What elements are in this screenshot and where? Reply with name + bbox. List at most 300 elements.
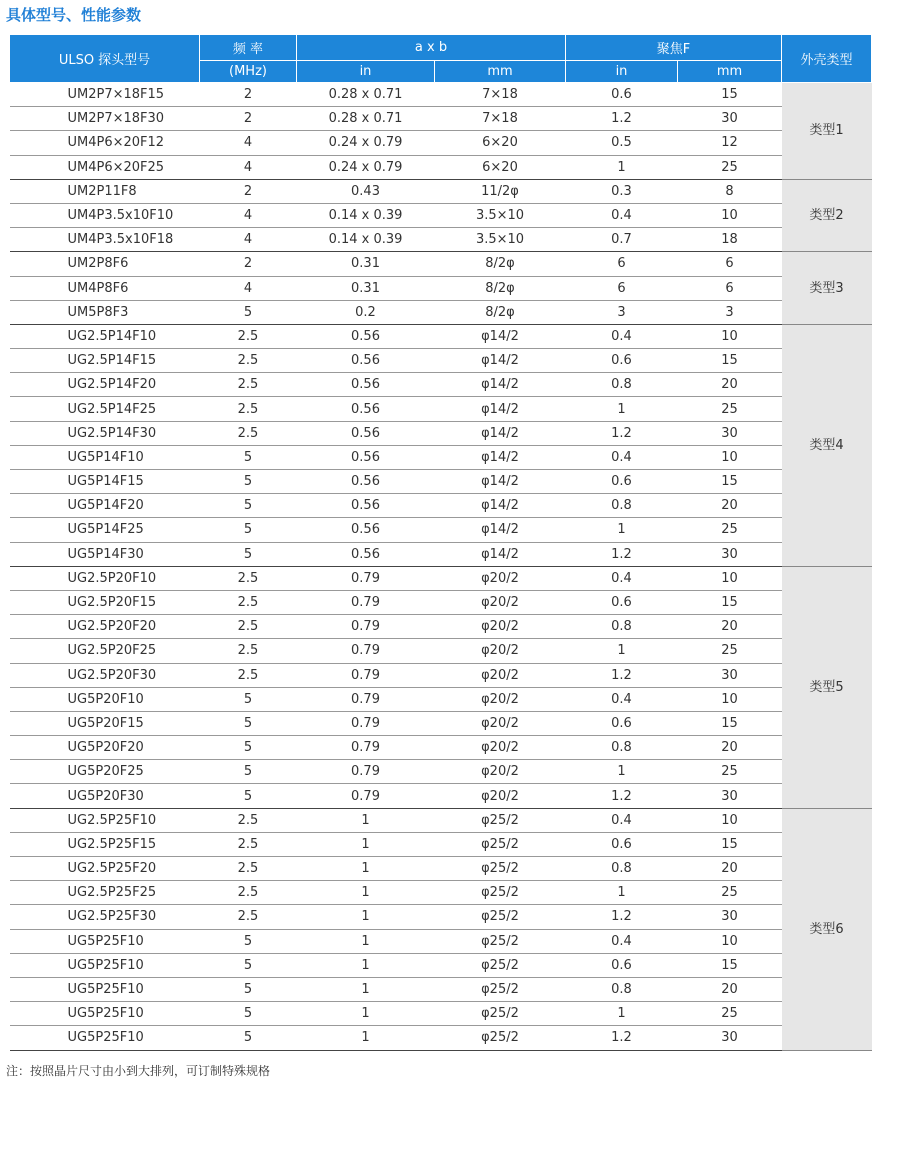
cell-focus-mm: 20: [678, 615, 782, 639]
table-row: [10, 808, 872, 832]
cell-model: UG2.5P25F10: [10, 808, 200, 832]
cell-axb-in: 0.56: [297, 421, 435, 445]
cell-axb-mm: φ20/2: [435, 590, 566, 614]
cell-focus-mm: 30: [678, 107, 782, 131]
cell-axb-in: 0.14 x 0.39: [297, 228, 435, 252]
cell-model: UG2.5P14F20: [10, 373, 200, 397]
cell-axb-mm: φ25/2: [435, 905, 566, 929]
header-freq: 频 率: [200, 35, 297, 61]
cell-frequency: 5: [200, 542, 297, 566]
table-row: [10, 881, 872, 905]
table-row: [10, 349, 872, 373]
cell-shell-type: 类型6: [782, 808, 872, 1050]
cell-focus-in: 0.4: [566, 808, 678, 832]
cell-axb-in: 1: [297, 905, 435, 929]
cell-frequency: 2.5: [200, 397, 297, 421]
cell-focus-mm: 30: [678, 542, 782, 566]
cell-frequency: 2.5: [200, 881, 297, 905]
cell-axb-mm: φ20/2: [435, 566, 566, 590]
cell-model: UG2.5P25F30: [10, 905, 200, 929]
cell-model: UM2P11F8: [10, 179, 200, 203]
cell-frequency: 5: [200, 494, 297, 518]
cell-focus-in: 0.8: [566, 857, 678, 881]
cell-frequency: 2.5: [200, 324, 297, 348]
header-model: ULSO 探头型号: [10, 35, 200, 83]
cell-model: UG5P14F15: [10, 470, 200, 494]
cell-model: UG2.5P25F15: [10, 832, 200, 856]
cell-frequency: 5: [200, 736, 297, 760]
cell-model: UG2.5P14F15: [10, 349, 200, 373]
cell-focus-in: 0.6: [566, 349, 678, 373]
cell-axb-in: 1: [297, 929, 435, 953]
cell-focus-mm: 25: [678, 881, 782, 905]
cell-axb-in: 0.79: [297, 590, 435, 614]
cell-focus-mm: 10: [678, 808, 782, 832]
table-row: [10, 687, 872, 711]
cell-focus-in: 1: [566, 639, 678, 663]
cell-focus-in: 0.6: [566, 711, 678, 735]
cell-frequency: 2.5: [200, 373, 297, 397]
cell-axb-mm: φ25/2: [435, 977, 566, 1001]
cell-axb-in: 1: [297, 977, 435, 1001]
cell-axb-in: 0.28 x 0.71: [297, 83, 435, 107]
cell-shell-type: 类型5: [782, 566, 872, 808]
cell-axb-in: 0.56: [297, 349, 435, 373]
cell-axb-in: 0.56: [297, 542, 435, 566]
cell-axb-in: 0.79: [297, 639, 435, 663]
cell-frequency: 4: [200, 228, 297, 252]
cell-model: UG2.5P14F30: [10, 421, 200, 445]
cell-focus-in: 0.8: [566, 494, 678, 518]
cell-axb-mm: φ25/2: [435, 1002, 566, 1026]
cell-frequency: 2.5: [200, 349, 297, 373]
cell-frequency: 4: [200, 131, 297, 155]
table-row: [10, 929, 872, 953]
cell-axb-in: 0.56: [297, 470, 435, 494]
cell-model: UM4P6×20F12: [10, 131, 200, 155]
cell-model: UG2.5P20F10: [10, 566, 200, 590]
cell-frequency: 2.5: [200, 905, 297, 929]
cell-focus-mm: 10: [678, 566, 782, 590]
cell-axb-in: 0.79: [297, 566, 435, 590]
cell-focus-mm: 25: [678, 760, 782, 784]
cell-model: UG5P20F10: [10, 687, 200, 711]
cell-focus-mm: 30: [678, 421, 782, 445]
cell-model: UG2.5P20F20: [10, 615, 200, 639]
cell-model: UG2.5P14F25: [10, 397, 200, 421]
cell-focus-in: 0.8: [566, 373, 678, 397]
cell-frequency: 4: [200, 155, 297, 179]
cell-focus-in: 0.4: [566, 445, 678, 469]
cell-focus-mm: 6: [678, 252, 782, 276]
cell-axb-mm: φ14/2: [435, 542, 566, 566]
cell-axb-mm: φ14/2: [435, 445, 566, 469]
cell-focus-mm: 3: [678, 300, 782, 324]
table-row: [10, 711, 872, 735]
cell-focus-mm: 15: [678, 470, 782, 494]
cell-model: UG5P20F25: [10, 760, 200, 784]
cell-frequency: 2.5: [200, 663, 297, 687]
cell-axb-in: 0.79: [297, 711, 435, 735]
cell-axb-mm: 3.5×10: [435, 203, 566, 227]
cell-focus-in: 1.2: [566, 784, 678, 808]
table-row: [10, 421, 872, 445]
cell-focus-in: 1.2: [566, 1026, 678, 1050]
table-row: [10, 83, 872, 107]
cell-shell-type: 类型1: [782, 83, 872, 180]
cell-axb-in: 0.56: [297, 518, 435, 542]
cell-axb-mm: φ25/2: [435, 808, 566, 832]
cell-frequency: 2.5: [200, 421, 297, 445]
table-row: [10, 228, 872, 252]
table-row: [10, 300, 872, 324]
cell-model: UG5P14F25: [10, 518, 200, 542]
table-row: [10, 252, 872, 276]
table-row: [10, 445, 872, 469]
cell-model: UG5P25F10: [10, 1026, 200, 1050]
cell-axb-in: 1: [297, 1026, 435, 1050]
cell-frequency: 2.5: [200, 808, 297, 832]
cell-focus-in: 1.2: [566, 107, 678, 131]
cell-axb-in: 0.14 x 0.39: [297, 203, 435, 227]
cell-focus-mm: 10: [678, 445, 782, 469]
table-row: [10, 977, 872, 1001]
cell-frequency: 5: [200, 760, 297, 784]
table-row: [10, 518, 872, 542]
table-header: [10, 35, 872, 83]
cell-axb-mm: 11/2φ: [435, 179, 566, 203]
cell-axb-mm: φ14/2: [435, 324, 566, 348]
cell-focus-mm: 15: [678, 953, 782, 977]
cell-focus-mm: 20: [678, 373, 782, 397]
table-row: [10, 1026, 872, 1050]
cell-model: UM2P8F6: [10, 252, 200, 276]
cell-axb-mm: φ20/2: [435, 615, 566, 639]
cell-frequency: 2.5: [200, 639, 297, 663]
cell-focus-mm: 20: [678, 736, 782, 760]
table-row: [10, 107, 872, 131]
cell-focus-in: 1: [566, 760, 678, 784]
cell-axb-in: 0.28 x 0.71: [297, 107, 435, 131]
cell-axb-mm: φ20/2: [435, 663, 566, 687]
cell-axb-in: 0.24 x 0.79: [297, 155, 435, 179]
cell-frequency: 2.5: [200, 857, 297, 881]
cell-frequency: 5: [200, 711, 297, 735]
cell-focus-in: 1: [566, 881, 678, 905]
cell-model: UG2.5P20F25: [10, 639, 200, 663]
cell-axb-mm: 8/2φ: [435, 276, 566, 300]
table-row: [10, 832, 872, 856]
cell-frequency: 2: [200, 179, 297, 203]
cell-frequency: 5: [200, 1026, 297, 1050]
cell-axb-mm: 7×18: [435, 107, 566, 131]
cell-axb-in: 0.43: [297, 179, 435, 203]
cell-focus-mm: 25: [678, 639, 782, 663]
cell-focus-mm: 30: [678, 1026, 782, 1050]
cell-model: UM2P7×18F30: [10, 107, 200, 131]
cell-frequency: 5: [200, 518, 297, 542]
table-row: [10, 155, 872, 179]
table-row: [10, 276, 872, 300]
header-shell: 外壳类型: [782, 35, 872, 83]
cell-focus-in: 1.2: [566, 905, 678, 929]
cell-axb-mm: 3.5×10: [435, 228, 566, 252]
footnote: 注：按照晶片尺寸由小到大排列，可订制特殊规格: [6, 1064, 271, 1078]
page-title: 具体型号、性能参数: [6, 6, 142, 24]
cell-focus-in: 1: [566, 397, 678, 421]
cell-focus-mm: 15: [678, 83, 782, 107]
cell-axb-mm: 8/2φ: [435, 252, 566, 276]
table-row: [10, 590, 872, 614]
cell-axb-in: 0.79: [297, 687, 435, 711]
cell-axb-in: 1: [297, 857, 435, 881]
cell-focus-in: 0.4: [566, 566, 678, 590]
cell-axb-in: 0.56: [297, 373, 435, 397]
cell-axb-mm: φ14/2: [435, 397, 566, 421]
cell-model: UM4P3.5x10F18: [10, 228, 200, 252]
cell-axb-mm: φ20/2: [435, 687, 566, 711]
table-row: [10, 784, 872, 808]
cell-model: UG5P25F10: [10, 929, 200, 953]
header-focus-in: in: [566, 61, 678, 83]
cell-focus-in: 1: [566, 518, 678, 542]
cell-focus-mm: 30: [678, 663, 782, 687]
cell-axb-mm: φ20/2: [435, 760, 566, 784]
cell-focus-mm: 25: [678, 155, 782, 179]
table-row: [10, 494, 872, 518]
cell-model: UG5P20F20: [10, 736, 200, 760]
cell-frequency: 2: [200, 252, 297, 276]
header-focus-mm: mm: [678, 61, 782, 83]
cell-focus-mm: 25: [678, 1002, 782, 1026]
cell-axb-mm: φ25/2: [435, 881, 566, 905]
cell-axb-in: 0.79: [297, 615, 435, 639]
table-row: [10, 736, 872, 760]
cell-frequency: 2.5: [200, 590, 297, 614]
cell-model: UG2.5P25F20: [10, 857, 200, 881]
cell-axb-mm: 6×20: [435, 155, 566, 179]
cell-model: UG5P14F10: [10, 445, 200, 469]
cell-frequency: 4: [200, 276, 297, 300]
cell-shell-type: 类型2: [782, 179, 872, 252]
cell-focus-mm: 15: [678, 590, 782, 614]
cell-focus-mm: 10: [678, 687, 782, 711]
cell-focus-in: 1.2: [566, 421, 678, 445]
cell-focus-mm: 30: [678, 905, 782, 929]
cell-axb-in: 0.24 x 0.79: [297, 131, 435, 155]
cell-focus-in: 0.6: [566, 590, 678, 614]
cell-focus-in: 6: [566, 252, 678, 276]
cell-axb-mm: φ20/2: [435, 736, 566, 760]
cell-axb-in: 0.79: [297, 736, 435, 760]
cell-axb-in: 0.56: [297, 445, 435, 469]
cell-frequency: 2.5: [200, 566, 297, 590]
table-row: [10, 905, 872, 929]
cell-focus-in: 0.6: [566, 832, 678, 856]
cell-focus-mm: 10: [678, 929, 782, 953]
table-row: [10, 760, 872, 784]
cell-model: UG5P20F30: [10, 784, 200, 808]
cell-frequency: 5: [200, 977, 297, 1001]
cell-model: UM5P8F3: [10, 300, 200, 324]
table-row: [10, 1002, 872, 1026]
table-row: [10, 179, 872, 203]
cell-axb-in: 0.31: [297, 276, 435, 300]
cell-focus-mm: 8: [678, 179, 782, 203]
cell-focus-mm: 10: [678, 203, 782, 227]
cell-axb-in: 0.31: [297, 252, 435, 276]
cell-model: UG2.5P25F25: [10, 881, 200, 905]
table-row: [10, 639, 872, 663]
cell-focus-in: 0.8: [566, 977, 678, 1001]
cell-axb-mm: φ20/2: [435, 784, 566, 808]
cell-frequency: 5: [200, 953, 297, 977]
cell-focus-mm: 15: [678, 349, 782, 373]
table-body: [10, 83, 872, 1051]
cell-frequency: 2.5: [200, 832, 297, 856]
cell-model: UG5P14F20: [10, 494, 200, 518]
cell-axb-mm: φ20/2: [435, 711, 566, 735]
table-row: [10, 566, 872, 590]
cell-frequency: 5: [200, 445, 297, 469]
cell-frequency: 5: [200, 1002, 297, 1026]
cell-frequency: 5: [200, 929, 297, 953]
cell-focus-mm: 18: [678, 228, 782, 252]
cell-axb-in: 0.56: [297, 324, 435, 348]
cell-focus-mm: 30: [678, 784, 782, 808]
cell-model: UG5P14F30: [10, 542, 200, 566]
cell-axb-in: 1: [297, 953, 435, 977]
header-axb: a x b: [297, 35, 566, 61]
cell-axb-mm: 6×20: [435, 131, 566, 155]
cell-focus-in: 0.8: [566, 736, 678, 760]
cell-axb-mm: φ25/2: [435, 832, 566, 856]
cell-model: UM4P3.5x10F10: [10, 203, 200, 227]
cell-model: UG5P25F10: [10, 1002, 200, 1026]
cell-axb-in: 0.56: [297, 494, 435, 518]
cell-axb-mm: 7×18: [435, 83, 566, 107]
cell-frequency: 2: [200, 107, 297, 131]
cell-axb-mm: φ14/2: [435, 349, 566, 373]
header-axb-mm: mm: [435, 61, 566, 83]
cell-axb-mm: φ14/2: [435, 470, 566, 494]
cell-focus-in: 0.8: [566, 615, 678, 639]
cell-focus-in: 3: [566, 300, 678, 324]
cell-model: UG5P25F10: [10, 977, 200, 1001]
table-row: [10, 373, 872, 397]
cell-focus-mm: 20: [678, 494, 782, 518]
cell-focus-mm: 20: [678, 857, 782, 881]
cell-axb-in: 1: [297, 881, 435, 905]
cell-model: UG5P25F10: [10, 953, 200, 977]
cell-axb-mm: φ25/2: [435, 929, 566, 953]
cell-axb-in: 0.2: [297, 300, 435, 324]
cell-focus-mm: 15: [678, 711, 782, 735]
cell-axb-mm: φ14/2: [435, 494, 566, 518]
cell-focus-in: 0.7: [566, 228, 678, 252]
cell-axb-in: 1: [297, 1002, 435, 1026]
cell-frequency: 5: [200, 300, 297, 324]
cell-frequency: 2.5: [200, 615, 297, 639]
cell-axb-mm: φ25/2: [435, 953, 566, 977]
table-row: [10, 397, 872, 421]
cell-model: UM4P6×20F25: [10, 155, 200, 179]
cell-focus-mm: 20: [678, 977, 782, 1001]
cell-axb-in: 0.79: [297, 760, 435, 784]
cell-axb-in: 0.79: [297, 784, 435, 808]
cell-frequency: 5: [200, 784, 297, 808]
cell-axb-mm: φ25/2: [435, 1026, 566, 1050]
cell-focus-in: 0.4: [566, 324, 678, 348]
cell-axb-mm: 8/2φ: [435, 300, 566, 324]
table-row: [10, 470, 872, 494]
table-row: [10, 324, 872, 348]
cell-focus-mm: 10: [678, 324, 782, 348]
header-focus: 聚焦F: [566, 35, 782, 61]
cell-focus-in: 0.4: [566, 203, 678, 227]
cell-axb-mm: φ25/2: [435, 857, 566, 881]
cell-model: UM2P7×18F15: [10, 83, 200, 107]
cell-model: UG2.5P20F15: [10, 590, 200, 614]
table-row: [10, 953, 872, 977]
cell-focus-in: 6: [566, 276, 678, 300]
cell-shell-type: 类型3: [782, 252, 872, 325]
cell-axb-mm: φ14/2: [435, 518, 566, 542]
cell-axb-in: 0.79: [297, 663, 435, 687]
cell-shell-type: 类型4: [782, 324, 872, 566]
cell-focus-in: 1: [566, 1002, 678, 1026]
table-row: [10, 203, 872, 227]
cell-axb-mm: φ20/2: [435, 639, 566, 663]
cell-frequency: 4: [200, 203, 297, 227]
cell-focus-in: 0.6: [566, 953, 678, 977]
table-row: [10, 542, 872, 566]
cell-focus-in: 0.6: [566, 470, 678, 494]
cell-model: UM4P8F6: [10, 276, 200, 300]
cell-axb-in: 0.56: [297, 397, 435, 421]
cell-model: UG5P20F15: [10, 711, 200, 735]
cell-model: UG2.5P20F30: [10, 663, 200, 687]
cell-focus-in: 0.6: [566, 83, 678, 107]
table-row: [10, 663, 872, 687]
cell-axb-in: 1: [297, 808, 435, 832]
header-freq-unit: (MHz): [200, 61, 297, 83]
cell-frequency: 5: [200, 687, 297, 711]
cell-model: UG2.5P14F10: [10, 324, 200, 348]
cell-focus-mm: 25: [678, 397, 782, 421]
cell-focus-mm: 15: [678, 832, 782, 856]
spec-table: [9, 34, 872, 1051]
cell-focus-mm: 6: [678, 276, 782, 300]
cell-focus-in: 1.2: [566, 663, 678, 687]
header-axb-in: in: [297, 61, 435, 83]
cell-axb-in: 1: [297, 832, 435, 856]
cell-focus-mm: 12: [678, 131, 782, 155]
cell-axb-mm: φ14/2: [435, 421, 566, 445]
cell-focus-in: 1.2: [566, 542, 678, 566]
cell-focus-mm: 25: [678, 518, 782, 542]
table-row: [10, 615, 872, 639]
cell-axb-mm: φ14/2: [435, 373, 566, 397]
table-row: [10, 857, 872, 881]
cell-focus-in: 0.4: [566, 929, 678, 953]
cell-focus-in: 0.4: [566, 687, 678, 711]
cell-focus-in: 0.5: [566, 131, 678, 155]
cell-focus-in: 0.3: [566, 179, 678, 203]
cell-focus-in: 1: [566, 155, 678, 179]
cell-frequency: 2: [200, 83, 297, 107]
table-row: [10, 131, 872, 155]
